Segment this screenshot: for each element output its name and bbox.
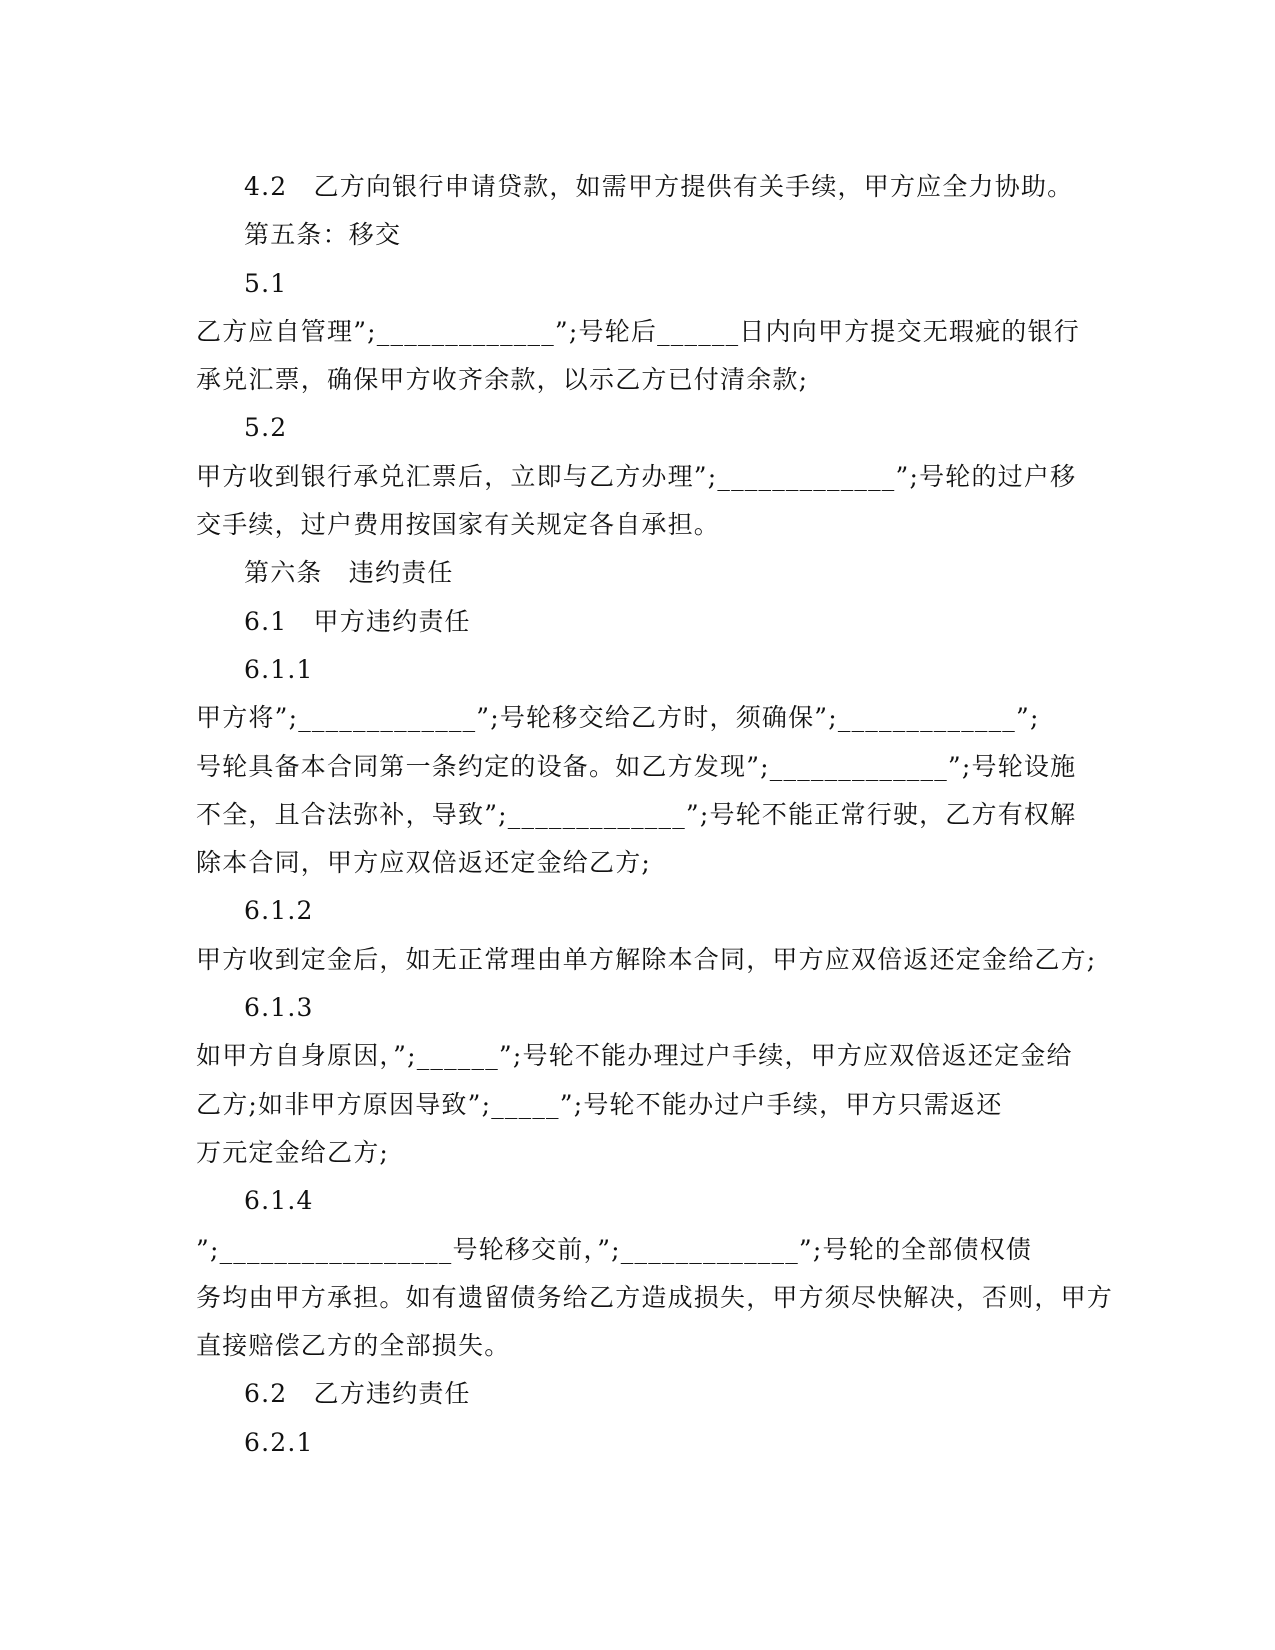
clause-6-1-3-text-line: 万元定金给乙方; bbox=[196, 1137, 390, 1167]
clause-6-2-heading: 6.2 乙方违约责任 bbox=[244, 1379, 471, 1409]
clause-5-2-text-line: 交手续，过户费用按国家有关规定各自承担。 bbox=[196, 510, 721, 540]
clause-6-1-heading: 6.1 甲方违约责任 bbox=[244, 606, 471, 636]
clause-6-1-3-number: 6.1.3 bbox=[244, 993, 314, 1023]
clause-5-2-number: 5.2 bbox=[244, 413, 288, 443]
clause-6-1-1-text-line: 不全，且合法弥补，导致”;_____________”;号轮不能正常行驶，乙方有权解 bbox=[196, 799, 1077, 829]
clause-6-1-1-text-line: 除本合同，甲方应双倍返还定金给乙方; bbox=[196, 848, 652, 878]
clause-6-1-1-number: 6.1.1 bbox=[244, 654, 314, 684]
clause-6-2-1-number: 6.2.1 bbox=[244, 1427, 314, 1457]
clause-6-1-3-text-line: 如甲方自身原因，”;______”;号轮不能办理过户手续，甲方应双倍返还定金给 bbox=[196, 1041, 1073, 1071]
clause-6-1-2-number: 6.1.2 bbox=[244, 896, 314, 926]
clause-6-1-3-text-line: 乙方;如非甲方原因导致”;_____”;号轮不能办过户手续，甲方只需返还 bbox=[196, 1089, 1003, 1119]
article-5-heading: 第五条：移交 bbox=[244, 220, 402, 250]
clause-5-1-text-line: 承兑汇票，确保甲方收齐余款，以示乙方已付清余款; bbox=[196, 365, 809, 395]
clause-6-1-1-text-line: 号轮具备本合同第一条约定的设备。如乙方发现”;_____________”;号轮设施 bbox=[196, 751, 1077, 781]
clause-6-1-4-text-line: 务均由甲方承担。如有遗留债务给乙方造成损失，甲方须尽快解决，否则，甲方 bbox=[196, 1282, 1114, 1312]
document-body bbox=[196, 163, 1114, 1467]
clause-5-1-text-line: 乙方应自管理”;_____________”;号轮后______日内向甲方提交无瑕疵的银行 bbox=[196, 316, 1080, 346]
clause-5-2-text-line: 甲方收到银行承兑汇票后，立即与乙方办理”;_____________”;号轮的过户移 bbox=[196, 461, 1077, 491]
clause-6-1-1-text-line: 甲方将”;_____________”;号轮移交给乙方时，须确保”;_____________”; bbox=[196, 703, 1040, 733]
clause-6-1-2-text-line: 甲方收到定金后，如无正常理由单方解除本合同，甲方应双倍返还定金给乙方; bbox=[196, 944, 1097, 974]
clause-5-1-number: 5.1 bbox=[244, 268, 288, 298]
clause-6-1-4-number: 6.1.4 bbox=[244, 1186, 314, 1216]
clause-6-1-4-text-line: ”;_________________号轮移交前，”;_____________”;号轮的全部债权债 bbox=[196, 1234, 1033, 1264]
clause-4-2: 4.2 乙方向银行申请贷款，如需甲方提供有关手续，甲方应全力协助。 bbox=[244, 172, 1074, 201]
clause-6-1-4-text-line: 直接赔偿乙方的全部损失。 bbox=[196, 1331, 511, 1361]
article-6-heading: 第六条 违约责任 bbox=[244, 558, 454, 588]
